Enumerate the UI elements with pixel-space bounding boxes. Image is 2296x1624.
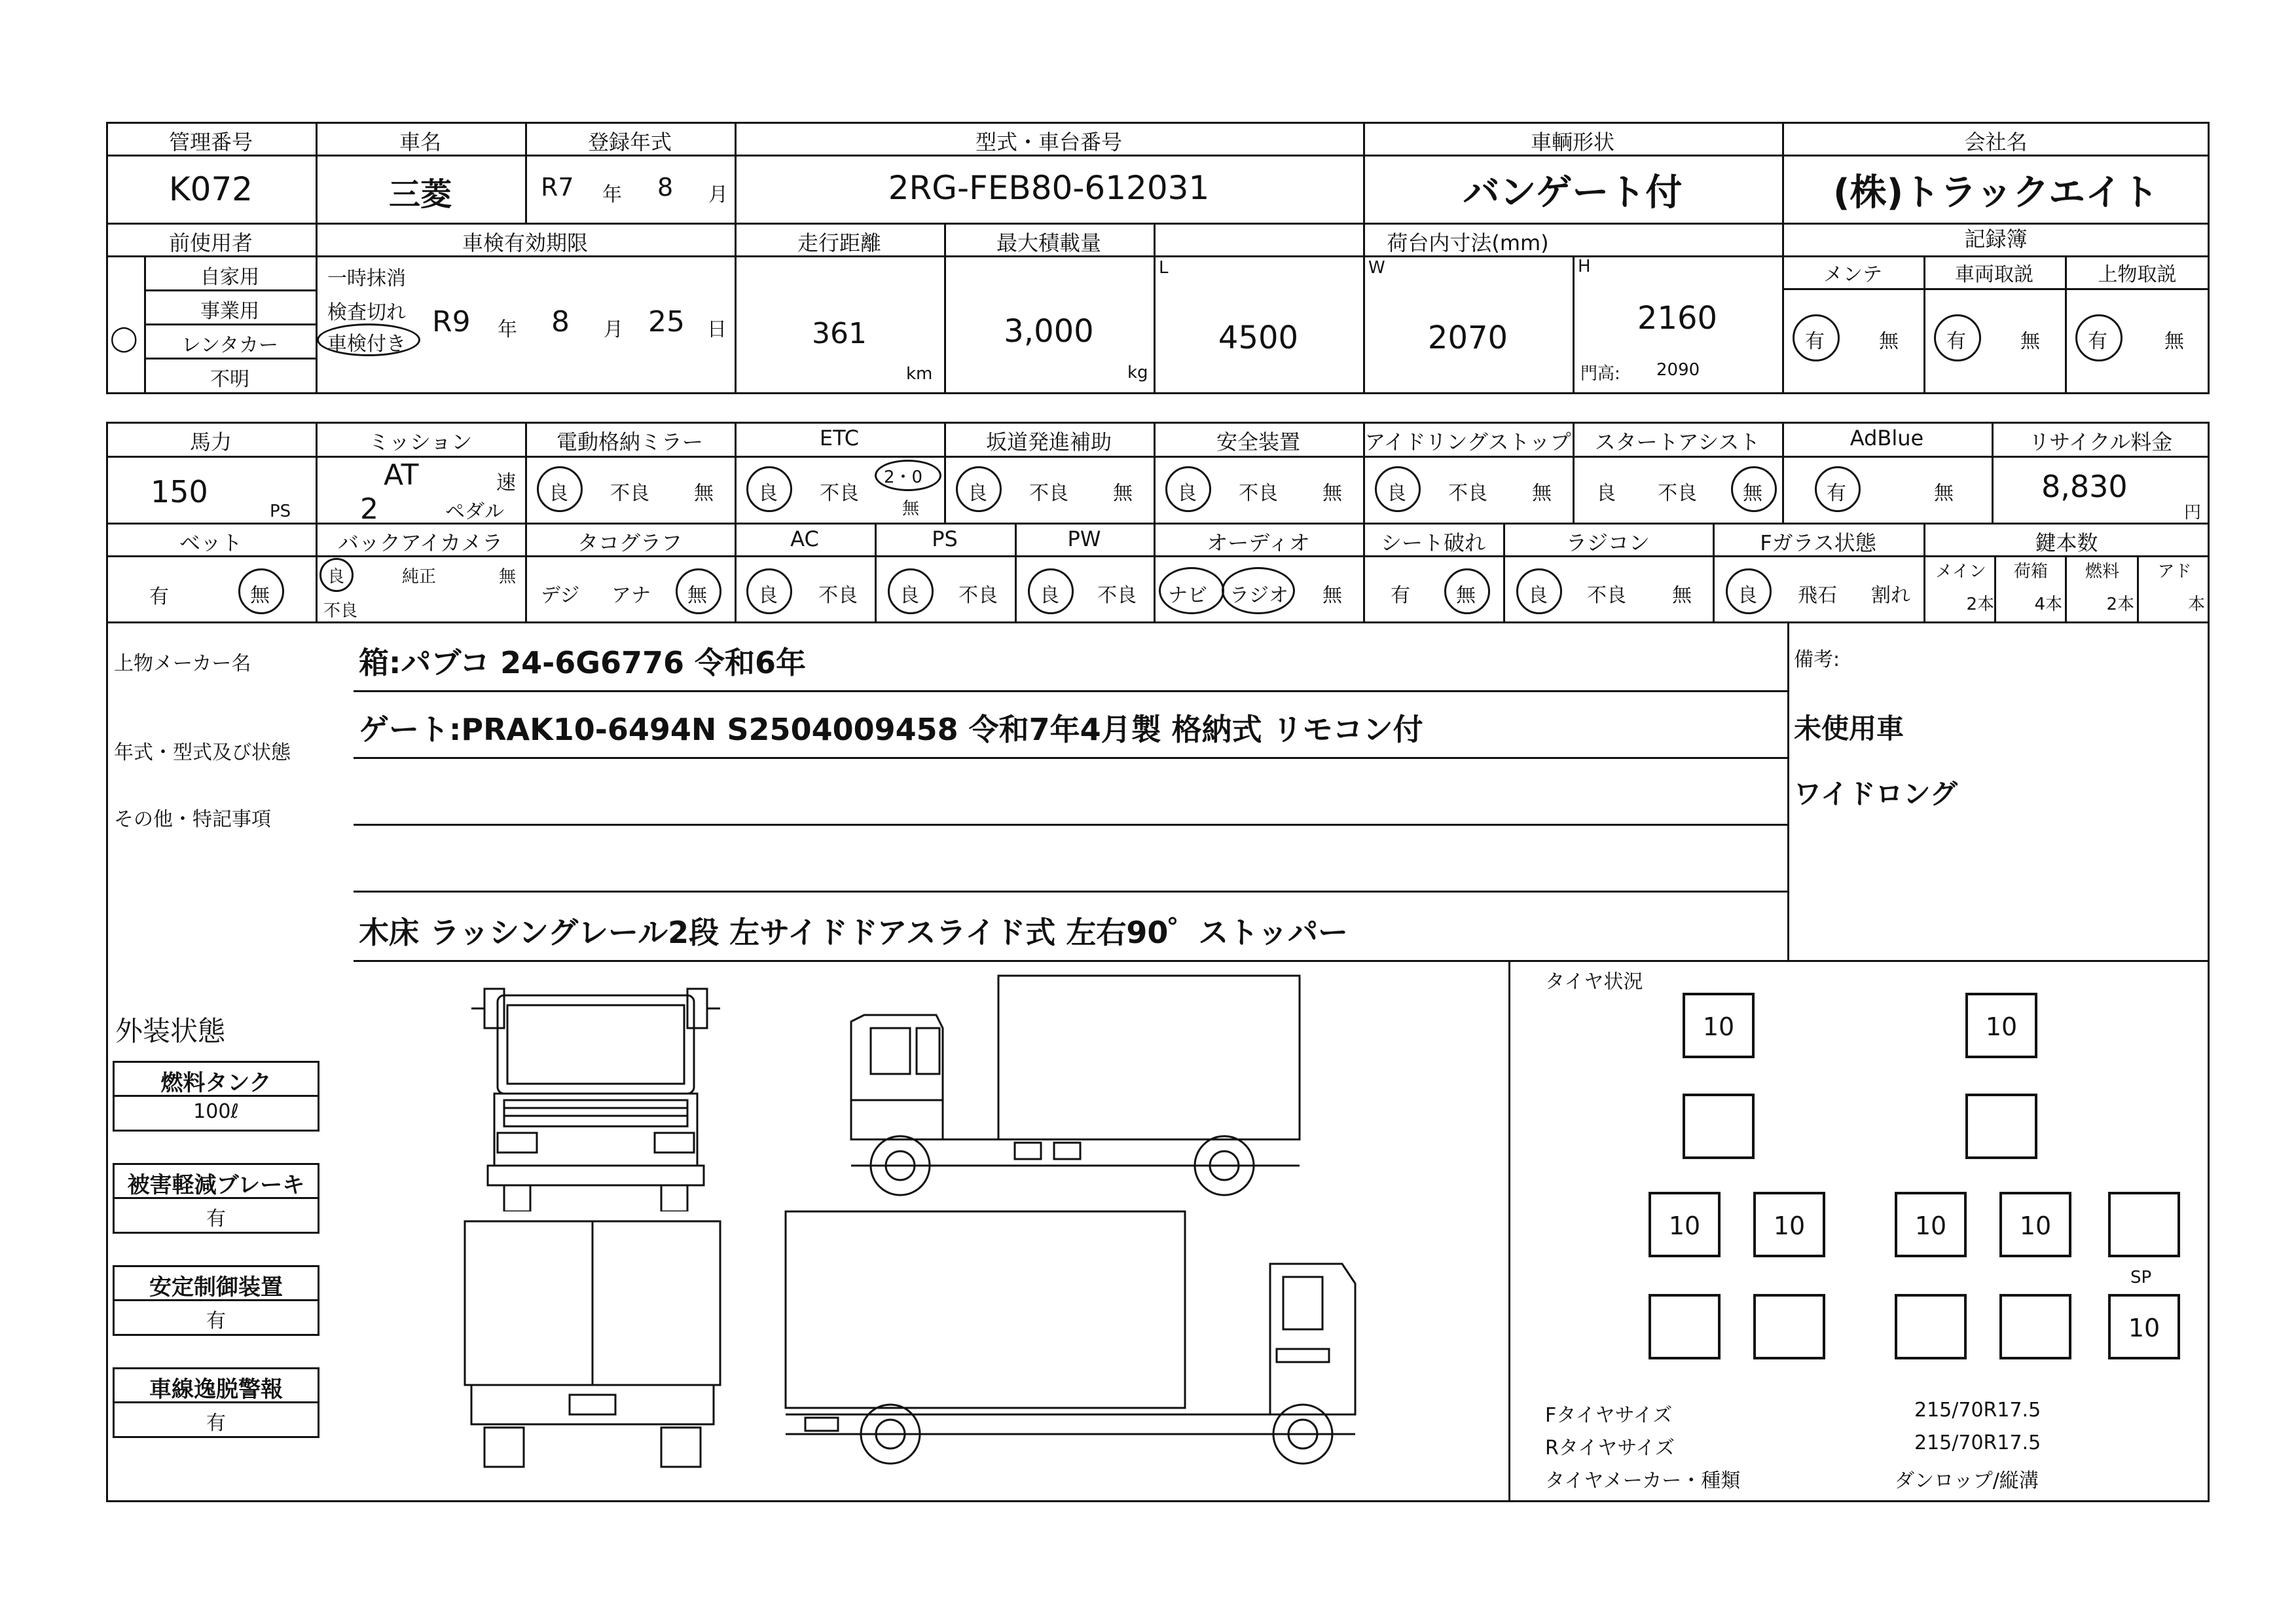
header-pw: PW [1067, 526, 1101, 551]
key-fuel-label: 燃料 [2085, 562, 2119, 581]
dim-w-value: 2070 [1427, 320, 1508, 356]
record-header-body-manual: 上物取説 [2098, 263, 2177, 286]
exterior-stability-value: 有 [206, 1310, 226, 1333]
remarks-line4: 木床 ラッシングレール2段 左サイドドアスライド式 左右90゜ストッパー [359, 915, 1348, 950]
header-model-chassis: 型式・車台番号 [975, 130, 1122, 155]
start-assist-bad: 不良 [1658, 482, 1697, 505]
reg-year-unit: 年 [602, 183, 622, 206]
max-load-value: 3,000 [1004, 313, 1094, 350]
pw-bad: 不良 [1097, 584, 1137, 607]
key-fuel-value: 2本 [2106, 595, 2134, 614]
divider [735, 422, 737, 623]
glass-crack: 割れ [1871, 584, 1910, 607]
header-prev-user: 前使用者 [168, 231, 253, 255]
divider [106, 456, 2210, 458]
bed-yes: 有 [149, 585, 169, 608]
dim-h-value: 2160 [1637, 300, 1718, 337]
header-mgmt-no: 管理番号 [168, 130, 253, 155]
tire-rear-outer-right-value: 10 [2019, 1211, 2052, 1240]
truck-left-side-drawing [779, 1205, 1368, 1480]
divider [354, 690, 1787, 692]
tire-empty-box [1965, 1094, 2037, 1159]
ps-good: 良 [900, 584, 919, 607]
header-radicon: ラジコン [1565, 530, 1650, 555]
hill-good: 良 [968, 482, 987, 505]
header-audio: オーディオ [1207, 530, 1310, 555]
record-body-yes: 有 [2088, 330, 2107, 353]
reg-era-year: R7 [541, 173, 574, 202]
company-value: (株)トラックエイト [1833, 172, 2159, 214]
mirror-bad: 不良 [610, 482, 649, 505]
tire-spare-box [2108, 1294, 2180, 1359]
inspection-option-valid: 車検付き [327, 333, 406, 356]
radicon-good: 良 [1528, 584, 1548, 607]
record-header-vehicle-manual: 車両取説 [1955, 263, 2033, 286]
divider [144, 358, 316, 360]
tire-rear-outer-left-value: 10 [1668, 1211, 1701, 1240]
key-box-value: 4本 [2034, 595, 2062, 614]
bikou-label: 備考: [1794, 648, 1840, 671]
tire-empty-box [1753, 1294, 1825, 1359]
exterior-brake-label: 被害軽減ブレーキ [127, 1172, 305, 1198]
record-vehicle-yes: 有 [1946, 330, 1966, 353]
horsepower-value: 150 [151, 474, 208, 509]
tire-empty-box [1999, 1294, 2071, 1359]
exterior-lane-label: 車線逸脱警報 [149, 1376, 283, 1403]
header-body-shape: 車輌形状 [1530, 130, 1614, 155]
prev-user-option-unknown: 不明 [210, 368, 249, 391]
header-inspection-expiry: 車検有効期限 [462, 231, 588, 255]
record-header-maint: メンテ [1823, 263, 1882, 286]
header-mission: ミッション [368, 430, 473, 454]
tire-empty-box [1649, 1294, 1721, 1359]
remarks-label-year-model: 年式・型式及び状態 [114, 741, 291, 764]
truck-right-side-drawing [838, 969, 1309, 1211]
prev-user-selected-mark: ◯ [110, 323, 138, 352]
inspection-day: 25 [648, 305, 685, 339]
selection-circle [317, 323, 420, 356]
etc-bad: 不良 [820, 482, 859, 505]
mirror-none: 無 [694, 482, 714, 505]
hill-bad: 不良 [1029, 482, 1068, 505]
tire-maker-label: タイヤメーカー・種類 [1545, 1469, 1741, 1492]
prev-user-option-private: 自家用 [200, 266, 259, 289]
header-front-glass: Fガラス状態 [1760, 530, 1876, 555]
prev-user-option-business: 事業用 [200, 300, 259, 323]
tire-front-right-box [1965, 993, 2037, 1058]
header-company: 会社名 [1964, 130, 2028, 155]
prev-user-option-rental: レンタカー [181, 334, 279, 357]
mission-speed-label: 速 [496, 471, 516, 494]
etc-version: 2・0 [884, 468, 923, 487]
tire-r-size-value: 215/70R17.5 [1914, 1431, 2041, 1454]
recycle-fee-unit: 円 [2184, 503, 2202, 523]
divider [106, 523, 2210, 525]
bed-none: 無 [250, 584, 270, 607]
remarks-label-maker: 上物メーカー名 [114, 652, 251, 675]
header-etc: ETC [819, 426, 860, 451]
mileage-value: 361 [812, 317, 867, 350]
inspection-month: 8 [551, 305, 570, 339]
exterior-fuel-label: 燃料タンク [160, 1070, 272, 1096]
dim-h-label: H [1578, 257, 1591, 276]
header-safety: 安全装置 [1216, 430, 1300, 454]
divider [1782, 288, 2210, 290]
recycle-fee-value: 8,830 [2041, 469, 2128, 504]
camera-none: 無 [499, 567, 517, 587]
header-bed: ベット [179, 530, 242, 555]
ps-bad: 不良 [958, 584, 998, 607]
header-horsepower: 馬力 [189, 430, 232, 454]
safety-none: 無 [1322, 482, 1342, 505]
mirror-good: 良 [549, 482, 568, 505]
car-name-value: 三菱 [388, 176, 452, 213]
key-main-value: 2本 [1966, 595, 1994, 614]
header-adblue: AdBlue [1850, 426, 1924, 451]
header-ps: PS [932, 526, 958, 551]
radicon-none: 無 [1672, 584, 1692, 607]
dim-w-label: W [1368, 258, 1385, 278]
idle-good: 良 [1387, 482, 1406, 505]
divider [1508, 960, 1510, 1502]
tire-title: タイヤ状況 [1545, 970, 1643, 993]
record-body-no: 無 [2164, 330, 2184, 353]
key-box-label: 荷箱 [2013, 562, 2048, 581]
divider [2065, 555, 2067, 623]
exterior-title: 外装状態 [115, 1015, 226, 1047]
key-ad-label: アド [2157, 562, 2192, 581]
camera-genuine: 純正 [402, 567, 437, 587]
tire-empty-box [2108, 1192, 2180, 1257]
max-load-unit: kg [1127, 363, 1148, 382]
header-cargo-dims: 荷台内寸法(mm) [1387, 231, 1549, 255]
body-shape-value: バンゲート付 [1463, 172, 1683, 214]
tire-empty-box [1895, 1294, 1967, 1359]
tire-rear-inner-right-value: 10 [1914, 1211, 1947, 1240]
inspection-era: R9 [432, 305, 471, 339]
tire-spare-value: 10 [2128, 1314, 2160, 1342]
header-back-camera: バックアイカメラ [337, 530, 503, 555]
mission-pedal-count: 2 [360, 492, 378, 526]
etc-good: 良 [758, 482, 778, 505]
ac-good: 良 [758, 584, 778, 607]
header-tacho: タコグラフ [577, 530, 682, 555]
divider [1787, 623, 1789, 961]
exterior-lane-value: 有 [206, 1412, 226, 1435]
tacho-none: 無 [687, 584, 707, 607]
divider [144, 289, 316, 291]
glass-chip: 飛石 [1798, 584, 1837, 607]
tire-rear-inner-right-box [1895, 1192, 1967, 1257]
exterior-brake-value: 有 [206, 1208, 226, 1230]
divider [354, 891, 1787, 893]
seat-tear-none: 無 [1456, 584, 1476, 607]
radicon-bad: 不良 [1587, 584, 1626, 607]
tire-rear-outer-right-box [1999, 1192, 2071, 1257]
truck-rear-view-drawing [458, 1218, 733, 1480]
divider [144, 323, 316, 325]
model-chassis-value: 2RG-FEB80-612031 [888, 169, 1210, 207]
divider [735, 122, 737, 394]
horsepower-unit: PS [270, 502, 291, 521]
header-max-load: 最大積載量 [996, 231, 1101, 255]
header-reg-year: 登録年式 [587, 130, 672, 155]
glass-good: 良 [1738, 584, 1757, 607]
audio-radio: ラジオ [1230, 584, 1288, 607]
tire-rear-inner-left-value: 10 [1773, 1211, 1806, 1240]
seat-tear-yes: 有 [1391, 584, 1410, 607]
tire-r-size-label: Rタイヤサイズ [1545, 1437, 1675, 1460]
tacho-digital: デジ [541, 584, 580, 607]
dim-l-value: 4500 [1218, 320, 1299, 356]
key-main-label: メイン [1935, 562, 1986, 581]
mileage-unit: km [906, 364, 933, 384]
reg-month-unit: 月 [708, 183, 728, 206]
gate-height-label: 門高: [1580, 364, 1620, 384]
camera-good: 良 [327, 567, 345, 587]
key-ad-value: 本 [2187, 595, 2205, 614]
tire-f-size-value: 215/70R17.5 [1914, 1399, 2041, 1422]
audio-none: 無 [1322, 584, 1342, 607]
divider [2137, 555, 2139, 623]
header-start-assist: スタートアシスト [1594, 430, 1760, 454]
inspection-year-unit: 年 [498, 318, 517, 341]
audio-navi: ナビ [1168, 584, 1207, 607]
inspection-month-unit: 月 [604, 318, 623, 341]
header-ac: AC [790, 526, 819, 551]
mgmt-no-value: K072 [168, 170, 253, 208]
safety-good: 良 [1177, 482, 1197, 505]
remarks-line2: ゲート:PRAK10-6494N S2504009458 令和7年4月製 格納式 リモコン付 [359, 712, 1423, 747]
ac-bad: 不良 [818, 584, 858, 607]
exterior-stability-label: 安定制御装置 [149, 1274, 283, 1301]
header-record-book: 記録簿 [1964, 227, 2028, 251]
tacho-analog: アナ [611, 584, 651, 607]
camera-bad: 不良 [323, 601, 358, 621]
dim-l-label: L [1159, 258, 1169, 278]
inspection-option-expired: 検査切れ [327, 301, 406, 324]
tire-front-left-value: 10 [1702, 1012, 1735, 1041]
adblue-none: 無 [1934, 482, 1954, 505]
start-assist-good: 良 [1596, 482, 1616, 505]
mission-pedal-label: ペダル [445, 500, 504, 523]
exterior-fuel-value: 100ℓ [193, 1100, 239, 1123]
header-mileage: 走行距離 [797, 231, 881, 255]
divider [1994, 555, 1996, 623]
remarks-label-other: その他・特記事項 [114, 808, 271, 831]
etc-none: 無 [902, 499, 920, 519]
tire-front-left-box [1683, 993, 1755, 1058]
safety-bad: 不良 [1239, 482, 1278, 505]
hill-none: 無 [1113, 482, 1133, 505]
tire-maker-value: ダンロップ/縦溝 [1895, 1469, 2039, 1492]
tire-front-right-value: 10 [1985, 1012, 2018, 1041]
divider [354, 960, 2210, 962]
idle-bad: 不良 [1448, 482, 1487, 505]
reg-month: 8 [657, 173, 674, 202]
header-hill-start: 坂道発進補助 [985, 430, 1112, 454]
header-seat-tear: シート破れ [1380, 530, 1485, 555]
record-vehicle-no: 無 [2020, 330, 2040, 353]
tire-rear-inner-left-box [1753, 1192, 1825, 1257]
gate-height-value: 2090 [1656, 360, 1700, 380]
divider [354, 824, 1787, 826]
mission-type: AT [384, 458, 419, 492]
tire-f-size-label: Fタイヤサイズ [1545, 1404, 1673, 1427]
inspection-option-temp-dereg: 一時抹消 [327, 267, 406, 290]
header-car-name: 車名 [399, 130, 441, 155]
divider [354, 757, 1787, 759]
bikou-item-widelong: ワイドロング [1794, 778, 1958, 810]
start-assist-none: 無 [1743, 482, 1762, 505]
header-recycle-fee: リサイクル料金 [2028, 430, 2173, 454]
idle-none: 無 [1532, 482, 1552, 505]
tire-sp-label: SP [2130, 1268, 2152, 1287]
tire-rear-outer-left-box [1649, 1192, 1721, 1257]
remarks-line1: 箱:パブコ 24-6G6776 令和6年 [359, 645, 807, 680]
tire-empty-box [1683, 1094, 1755, 1159]
header-idle-stop: アイドリングストップ [1364, 430, 1571, 454]
truck-front-view-drawing [458, 969, 733, 1211]
inspection-day-unit: 日 [707, 318, 727, 341]
record-maint-yes: 有 [1805, 330, 1825, 353]
header-keys: 鍵本数 [2035, 530, 2098, 555]
pw-good: 良 [1040, 584, 1059, 607]
record-maint-no: 無 [1879, 330, 1899, 353]
bikou-item-unused: 未使用車 [1794, 712, 1904, 745]
adblue-yes: 有 [1827, 482, 1846, 505]
header-power-mirror: 電動格納ミラー [556, 430, 703, 454]
